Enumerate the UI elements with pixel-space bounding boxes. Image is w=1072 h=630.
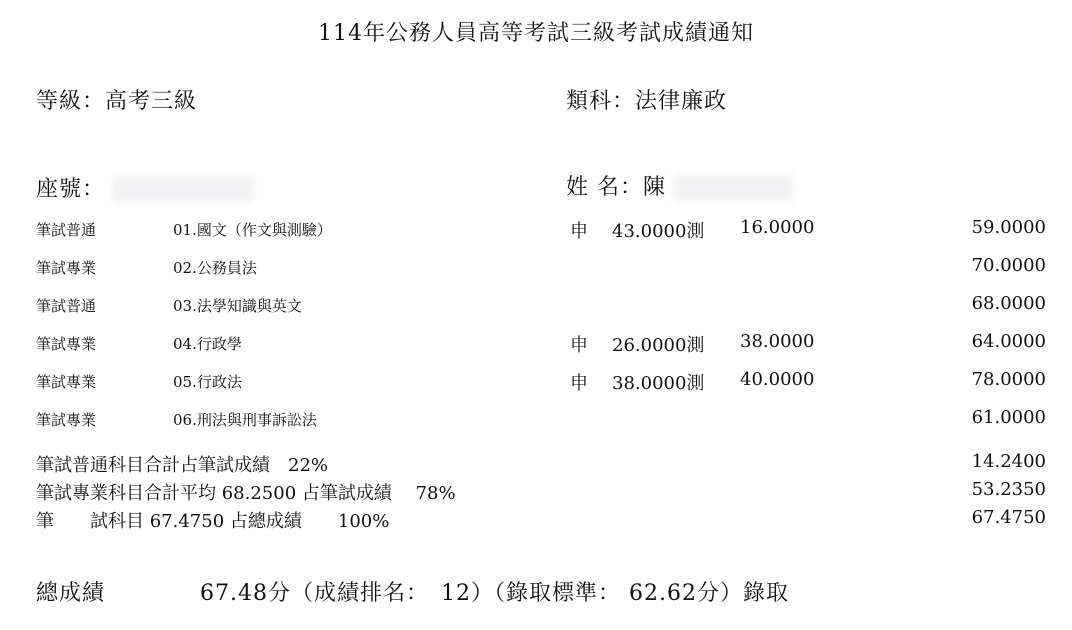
subject-row <box>0 217 1072 253</box>
subject-category: 筆試專業 <box>36 373 97 391</box>
summary-value: 14.2400 <box>971 451 1046 472</box>
subject-name: 05.行政法 <box>173 373 242 391</box>
subject-score: 59.0000 <box>971 217 1046 238</box>
redacted-name <box>674 175 794 201</box>
subject-score: 70.0000 <box>971 255 1046 276</box>
subject-name: 01.國文（作文與測驗） <box>173 221 332 239</box>
essay-score: 43.0000測 <box>612 221 705 242</box>
subject-name: 04.行政學 <box>173 335 242 353</box>
summary-row <box>0 507 1072 532</box>
essay-score: 38.0000測 <box>612 373 705 394</box>
summary-label: 筆 試科目 67.4750 占總成績 100% <box>36 511 390 532</box>
subject-name: 06.刑法與刑事訴訟法 <box>173 411 317 429</box>
name-label: 姓 名：陳 <box>566 175 666 200</box>
summary-value: 53.2350 <box>971 479 1046 500</box>
subject-name: 02.公務員法 <box>173 259 257 277</box>
summary-row <box>0 451 1072 476</box>
seat-label: 座號： <box>36 177 106 202</box>
subject-category: 筆試專業 <box>36 259 97 277</box>
subject-score: 61.0000 <box>971 407 1046 428</box>
subject-category: 筆試專業 <box>36 335 97 353</box>
subject-category: 筆試專業 <box>36 411 97 429</box>
essay-mark: 申 <box>570 221 588 242</box>
subject-score: 68.0000 <box>971 293 1046 314</box>
test-score: 40.0000 <box>740 369 815 390</box>
summary-row <box>0 479 1072 504</box>
test-score: 38.0000 <box>740 331 815 352</box>
test-score: 16.0000 <box>740 217 815 238</box>
summary-label: 筆試普通科目合計占筆試成績 22% <box>36 455 329 476</box>
page-title: 114年公務人員高等考試三級考試成績通知 <box>318 21 754 46</box>
subject-row <box>0 369 1072 405</box>
subject-row <box>0 331 1072 367</box>
category-label: 類科：法律廉政 <box>566 89 728 114</box>
essay-score: 26.0000測 <box>612 335 705 356</box>
summary-value: 67.4750 <box>971 507 1046 528</box>
total-score-label: 總成績 <box>36 581 106 606</box>
subject-score: 78.0000 <box>971 369 1046 390</box>
redacted-seat-number <box>113 177 253 203</box>
subject-category: 筆試普通 <box>36 221 97 239</box>
subject-category: 筆試普通 <box>36 297 97 315</box>
essay-mark: 申 <box>570 335 588 356</box>
subject-score: 64.0000 <box>971 331 1046 352</box>
subject-row <box>0 255 1072 291</box>
total-score-text: 67.48分（成績排名： 12）（錄取標準： 62.62分）錄取 <box>200 581 789 606</box>
name-row <box>566 170 794 201</box>
essay-mark: 申 <box>570 373 588 394</box>
level-label: 等級：高考三級 <box>36 89 198 114</box>
seat-number-row <box>36 172 253 203</box>
summary-label: 筆試專業科目合計平均 68.2500 占筆試成績 78% <box>36 483 456 504</box>
subject-row <box>0 407 1072 443</box>
subject-name: 03.法學知識與英文 <box>173 297 302 315</box>
subject-row <box>0 293 1072 329</box>
